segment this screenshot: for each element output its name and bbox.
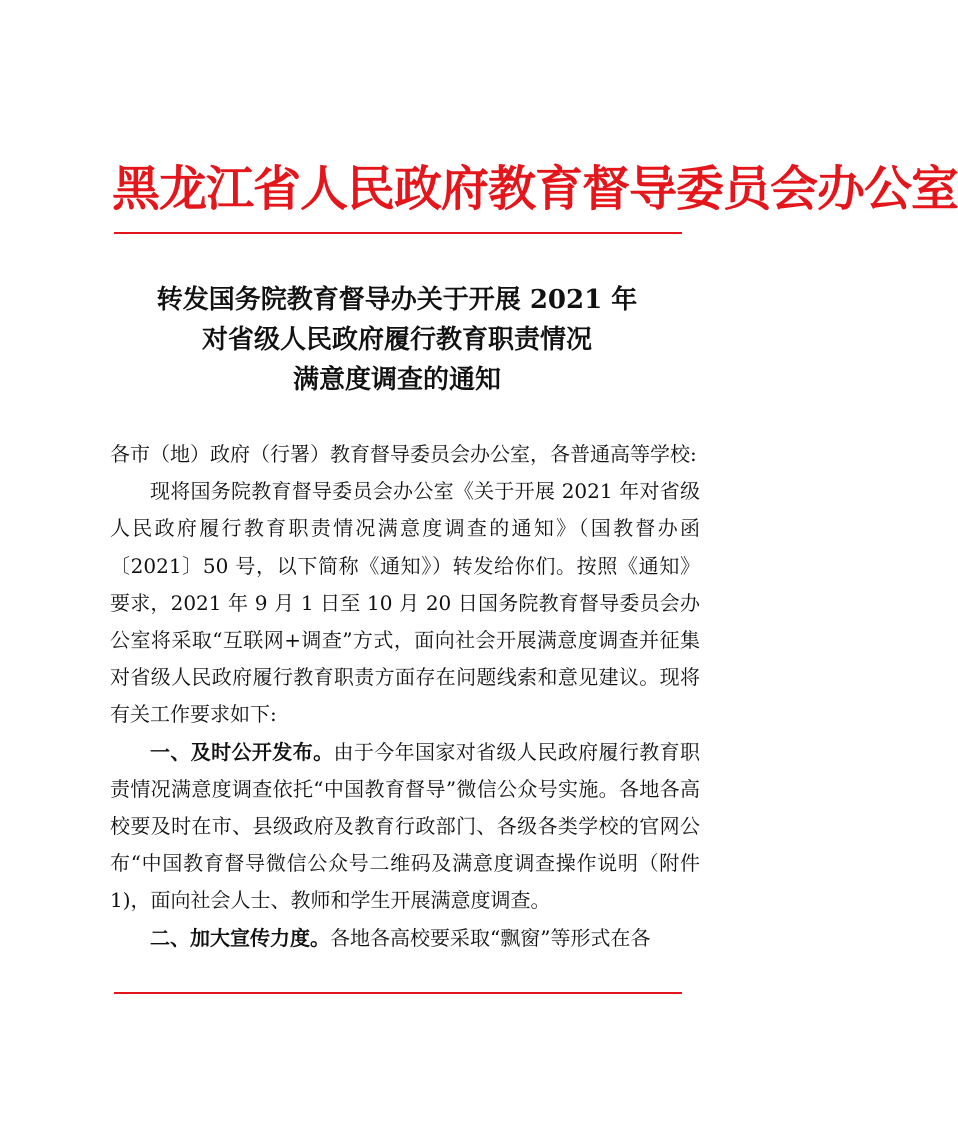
organization-header: 黑龙江省人民政府教育督导委员会办公室 (112, 161, 958, 217)
item-1-text: 由于今年国家对省级人民政府履行教育职责情况满意度调查依托“中国教育督导”微信公众号实施。各地各高校要及时在市、县级政府及教育行政部门、各级各类学校的官网公布“中国教育督导微信公众号二维码及满意度调查操作说明（附件 1)，面向社会人士、教师和学生开展满意度调查。 (110, 739, 701, 913)
item-2-text: 各地各高校要采取“飘窗”等形式在各 (330, 925, 651, 950)
item-2-heading: 二、加大宣传力度。 (150, 925, 330, 950)
item-2-paragraph (110, 920, 700, 957)
title-line: 对省级人民政府履行教育职责情况 (201, 325, 592, 355)
document-body (110, 436, 700, 957)
title-line: 满意度调查的通知 (292, 365, 501, 395)
document-title (80, 280, 714, 400)
item-1-paragraph (110, 734, 700, 920)
item-1-heading: 一、及时公开发布。 (150, 739, 334, 764)
salutation: 各市（地）政府（行署）教育督导委员会办公室，各普通高等学校: (110, 442, 697, 466)
title-line: 转发国务院教育督导办关于开展 2021 年 (156, 285, 638, 315)
footer-divider (114, 992, 682, 994)
intro-paragraph: 现将国务院教育督导委员会办公室《关于开展 2021 年对省级人民政府履行教育职责情况满意度调查的通知》（国教督办函〔2021〕50 号，以下简称《通知》）转发给你们。按照《通知》要求，2021 年 9 月 1 日至 10 月 20 日国务院教育督导委员会办公室将采取“互联网+调查”方式，面向社会开展满意度调查并征集对省级人民政府履行教育职责方面存在问题线索和意见建议。现将有关工作要求如下: (110, 479, 700, 727)
header-divider (114, 232, 682, 234)
